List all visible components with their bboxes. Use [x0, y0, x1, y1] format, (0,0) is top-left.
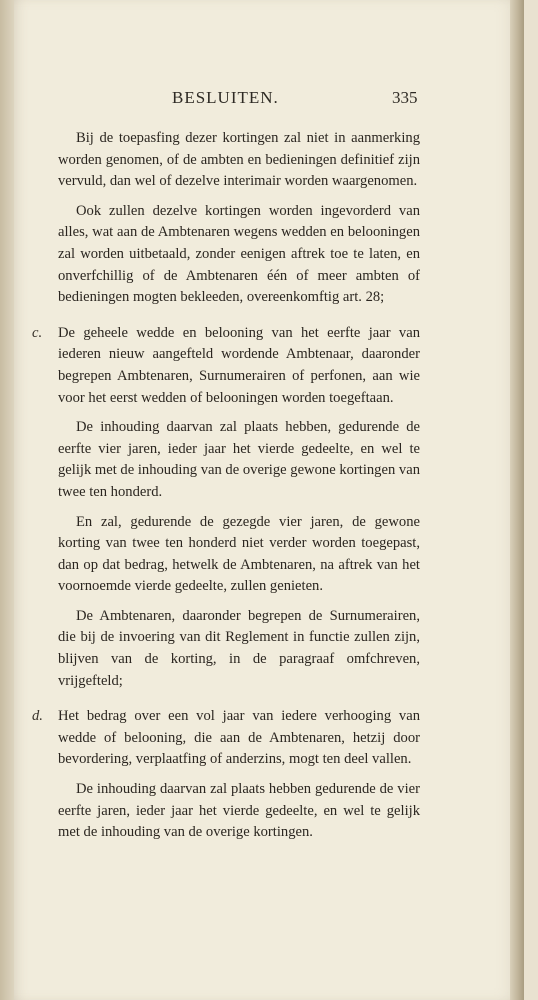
- running-title: BESLUITEN.: [172, 88, 279, 107]
- body-text: [32, 128, 420, 852]
- paragraph-text: De Ambtenaren, daaronder begrepen de Surnumerairen, die bij de invoering van dit Reglement in functie zullen zijn, blijven van de korting, in de paragraaf omfchreven, vrijgefteld;: [58, 607, 420, 689]
- paragraph-text: Het bedrag over een vol jaar van iedere verhooging van wedde of belooning, die aan de Ambtenaren, hetzij door bevordering, verplaatfing of anderzins, mogt ten deel vallen.: [58, 708, 420, 768]
- paragraph-text: Ook zullen dezelve kortingen worden ingevorderd van alles, wat aan de Ambtenaren wegens wedden en belooningen zal worden uitbetaald, zonder eenigen aftrek toe te laten, en onverfchillig of de Ambtenaren één of meer ambten of bedieningen mogten bekleeden, overeenkomftig art. 28;: [58, 202, 420, 306]
- page-header: [0, 88, 538, 118]
- page-number: 335: [392, 88, 418, 107]
- paragraph-4: [58, 417, 420, 503]
- paragraph-5: [58, 512, 420, 598]
- paragraph-8: [58, 779, 420, 844]
- item-marker: c.: [32, 324, 43, 341]
- list-item-d: [32, 706, 420, 771]
- list-item-c: [32, 323, 420, 409]
- page-edge-right: [510, 0, 524, 1000]
- paragraph-text: De geheele wedde en belooning van het eerfte jaar van iederen nieuw aangefteld wordende Ambtenaar, daaronder begrepen Ambtenaren, Surnumerairen of perfonen, aan wie voor het eerst wedden of belooningen worden toegeftaan.: [58, 324, 420, 406]
- paragraph-text: De inhouding daarvan zal plaats hebben, gedurende de eerfte vier jaren, ieder jaar het vierde gedeelte, en wel te gelijk met de inhouding van de overige gewone kortingen van twee ten honderd.: [58, 419, 420, 500]
- paragraph-2: [58, 201, 420, 309]
- paragraph-text: En zal, gedurende de gezegde vier jaren, de gewone korting van twee ten honderd niet verder worden toegepast, dan op dat bedrag, hetwelk de Ambtenaren, na aftrek van het voornoemde vierde gedeelte, zullen genieten.: [58, 513, 420, 595]
- paragraph-6: [58, 606, 420, 692]
- paragraph-text: De inhouding daarvan zal plaats hebben gedurende de vier eerfte jaren, ieder jaar het vierde gedeelte, en wel te gelijk met de inhouding van de overige kortingen.: [58, 781, 420, 841]
- item-marker: d.: [32, 708, 43, 725]
- paragraph-text: Bij de toepasfing dezer kortingen zal niet in aanmerking worden genomen, of de ambten en bedieningen definitief zijn vervuld, dan wel of dezelve interimair worden waargenomen.: [58, 130, 420, 190]
- paragraph-1: [58, 128, 420, 193]
- page-gutter-left: [0, 0, 14, 1000]
